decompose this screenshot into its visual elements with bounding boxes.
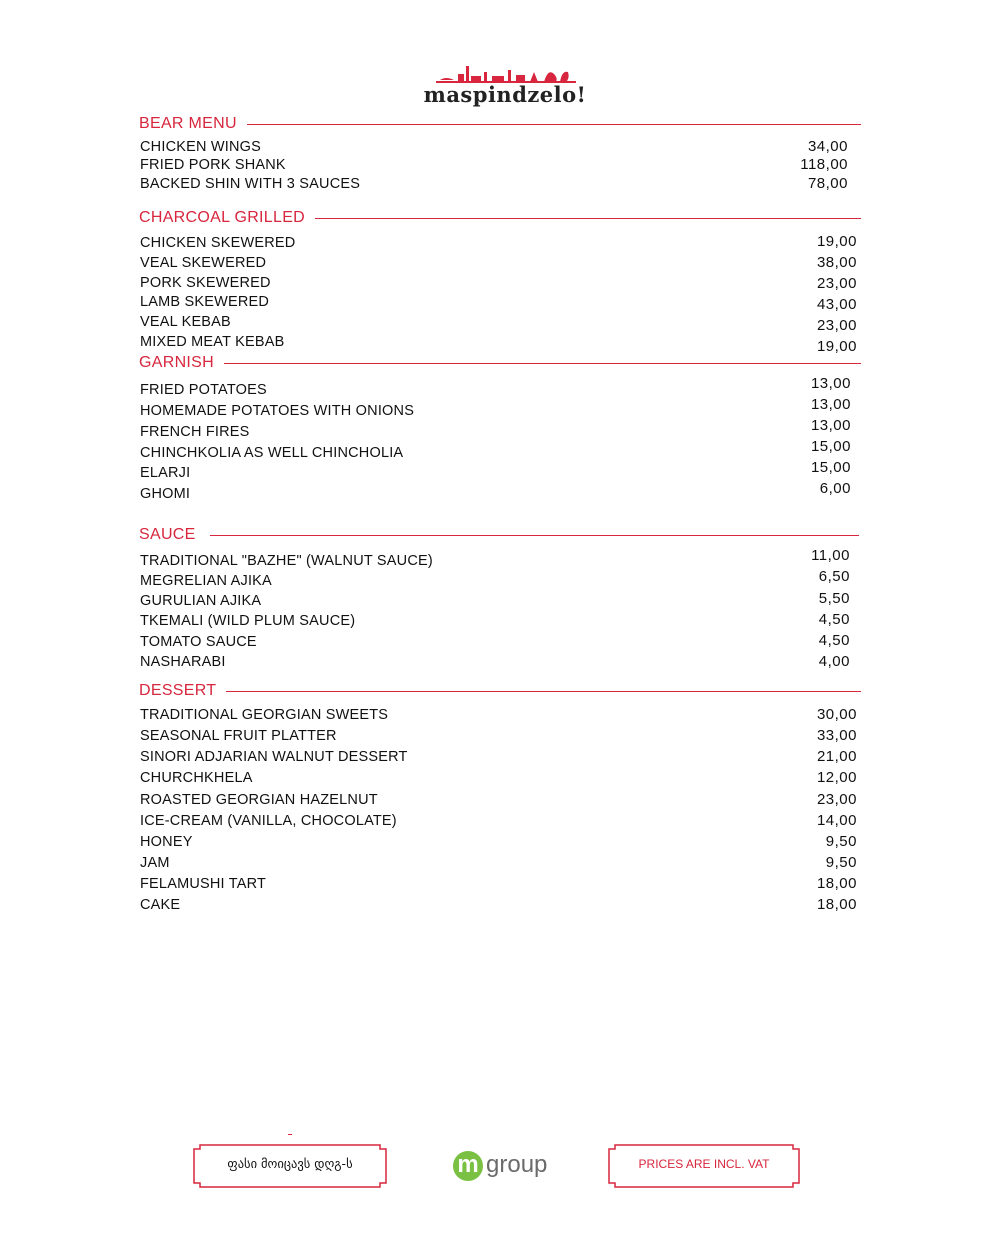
item-name: ROASTED GEORGIAN HAZELNUT [140,792,378,808]
item-name: HOMEMADE POTATOES WITH ONIONS [140,403,415,419]
item-price: 34,00 [807,138,848,155]
section-sauce [139,525,859,670]
menu-item [139,747,857,767]
item-name: FRIED POTATOES [140,382,267,398]
menu-item [139,874,857,894]
item-price: 21,00 [816,748,857,765]
item-price: 43,00 [816,296,857,313]
menu-item [139,895,857,915]
item-price: 19,00 [816,338,857,355]
menu-item [139,726,857,746]
menu-item [139,396,857,421]
item-name: ELARJI [140,465,191,481]
item-price: 15,00 [810,459,851,476]
section-divider [139,124,861,125]
section-title: DESSERT [139,681,226,701]
item-price: 33,00 [816,727,857,744]
menu-item [139,832,857,852]
menu-item [139,547,857,571]
item-price: 14,00 [816,812,857,829]
section-header [139,114,861,134]
mgroup-m-icon: m [453,1151,483,1181]
menu-item [139,611,857,631]
menu-item [139,137,857,157]
brand-logo [420,60,590,108]
item-name: HONEY [140,834,193,850]
item-name: GHOMI [140,486,191,502]
item-price: 5,50 [818,590,850,607]
vat-badge-english [607,1143,801,1189]
item-name: VEAL KEBAB [140,314,231,330]
item-price: 13,00 [810,417,851,434]
menu-item [139,853,857,873]
item-price: 30,00 [816,706,857,723]
item-name: VEAL SKEWERED [140,255,267,271]
menu-item [139,480,857,504]
menu-item [139,292,857,312]
decorative-dash [288,1134,292,1135]
item-price: 23,00 [816,275,857,292]
item-name: BACKED SHIN WITH 3 SAUCES [140,176,361,192]
menu-item [139,632,857,652]
item-name: JAM [140,855,170,871]
menu-item [139,811,857,831]
menu-item [139,417,857,442]
badge-text: PRICES ARE INCL. VAT [638,1157,770,1171]
vat-badge-georgian [192,1143,388,1189]
item-price: 18,00 [816,896,857,913]
menu-item [139,375,857,400]
item-price: 78,00 [807,175,848,192]
menu-item [139,705,857,725]
item-price: 9,50 [825,854,857,871]
item-price: 12,00 [816,769,857,786]
item-price: 23,00 [816,317,857,334]
section-title: SAUCE [139,525,210,545]
section-header [139,353,861,373]
item-price: 23,00 [816,791,857,808]
item-name: TRADITIONAL GEORGIAN SWEETS [140,707,389,723]
item-name: TOMATO SAUCE [140,634,257,650]
item-price: 15,00 [810,438,851,455]
item-price: 18,00 [816,875,857,892]
item-name: PORK SKEWERED [140,275,271,291]
menu-item [139,233,857,253]
mgroup-word: group [486,1151,548,1178]
item-name: SEASONAL FRUIT PLATTER [140,728,337,744]
section-header [139,681,861,701]
item-name: FRENCH FIRES [140,424,250,440]
item-price: 4,50 [818,632,850,649]
item-price: 13,00 [810,375,851,392]
item-price: 6,50 [818,568,850,585]
menu-item [139,273,857,293]
item-name: TRADITIONAL "BAZHE" (WALNUT SAUCE) [140,553,433,569]
mgroup-logo [453,1148,553,1182]
section-divider [139,691,861,692]
item-price: 13,00 [810,396,851,413]
section-charcoal-grilled [139,208,861,355]
item-name: MEGRELIAN AJIKA [140,573,272,589]
item-name: ICE-CREAM (VANILLA, CHOCOLATE) [140,813,397,829]
section-divider [139,535,859,536]
menu-item [139,568,857,591]
section-dessert [139,681,861,913]
item-name: CAKE [140,897,181,913]
item-name: SINORI ADJARIAN WALNUT DESSERT [140,749,408,765]
section-header [139,208,861,228]
item-name: NASHARABI [140,654,226,670]
section-header [139,525,859,545]
section-bear-menu [139,114,861,192]
item-name: LAMB SKEWERED [140,294,270,310]
item-name: CHICKEN SKEWERED [140,235,296,251]
section-title: BEAR MENU [139,114,247,134]
menu-item [139,790,857,810]
item-price: 38,00 [816,254,857,271]
item-price: 118,00 [800,156,848,173]
item-name: GURULIAN AJIKA [140,593,262,609]
menu-item [139,768,857,788]
section-title: GARNISH [139,353,224,373]
section-divider [139,363,861,364]
item-price: 6,00 [819,480,851,497]
menu-item [139,459,857,483]
item-price: 4,50 [818,611,850,628]
menu-item [139,312,857,332]
menu-item [139,155,857,175]
menu-item [139,438,857,463]
menu-item [139,174,857,194]
item-name: CHINCHKOLIA AS WELL CHINCHOLIA [140,445,404,461]
item-name: MIXED MEAT KEBAB [140,334,285,350]
section-title: CHARCOAL GRILLED [139,208,315,228]
item-price: 9,50 [825,833,857,850]
item-name: FRIED PORK SHANK [140,157,286,173]
item-name: TKEMALI (WILD PLUM SAUCE) [140,613,356,629]
menu-item [139,652,857,672]
item-name: CHICKEN WINGS [140,139,262,155]
badge-text: ფასი მოიცავს დღგ-ს [227,1156,353,1171]
menu-item [139,332,857,355]
item-price: 4,00 [818,653,850,670]
brand-name: maspindzelo! [423,82,587,107]
item-name: CHURCHKHELA [140,770,253,786]
item-price: 11,00 [811,547,850,564]
menu-item [139,591,857,611]
item-price: 19,00 [816,233,857,250]
menu-item [139,253,857,273]
item-name: FELAMUSHI TART [140,876,267,892]
section-garnish [139,353,861,502]
